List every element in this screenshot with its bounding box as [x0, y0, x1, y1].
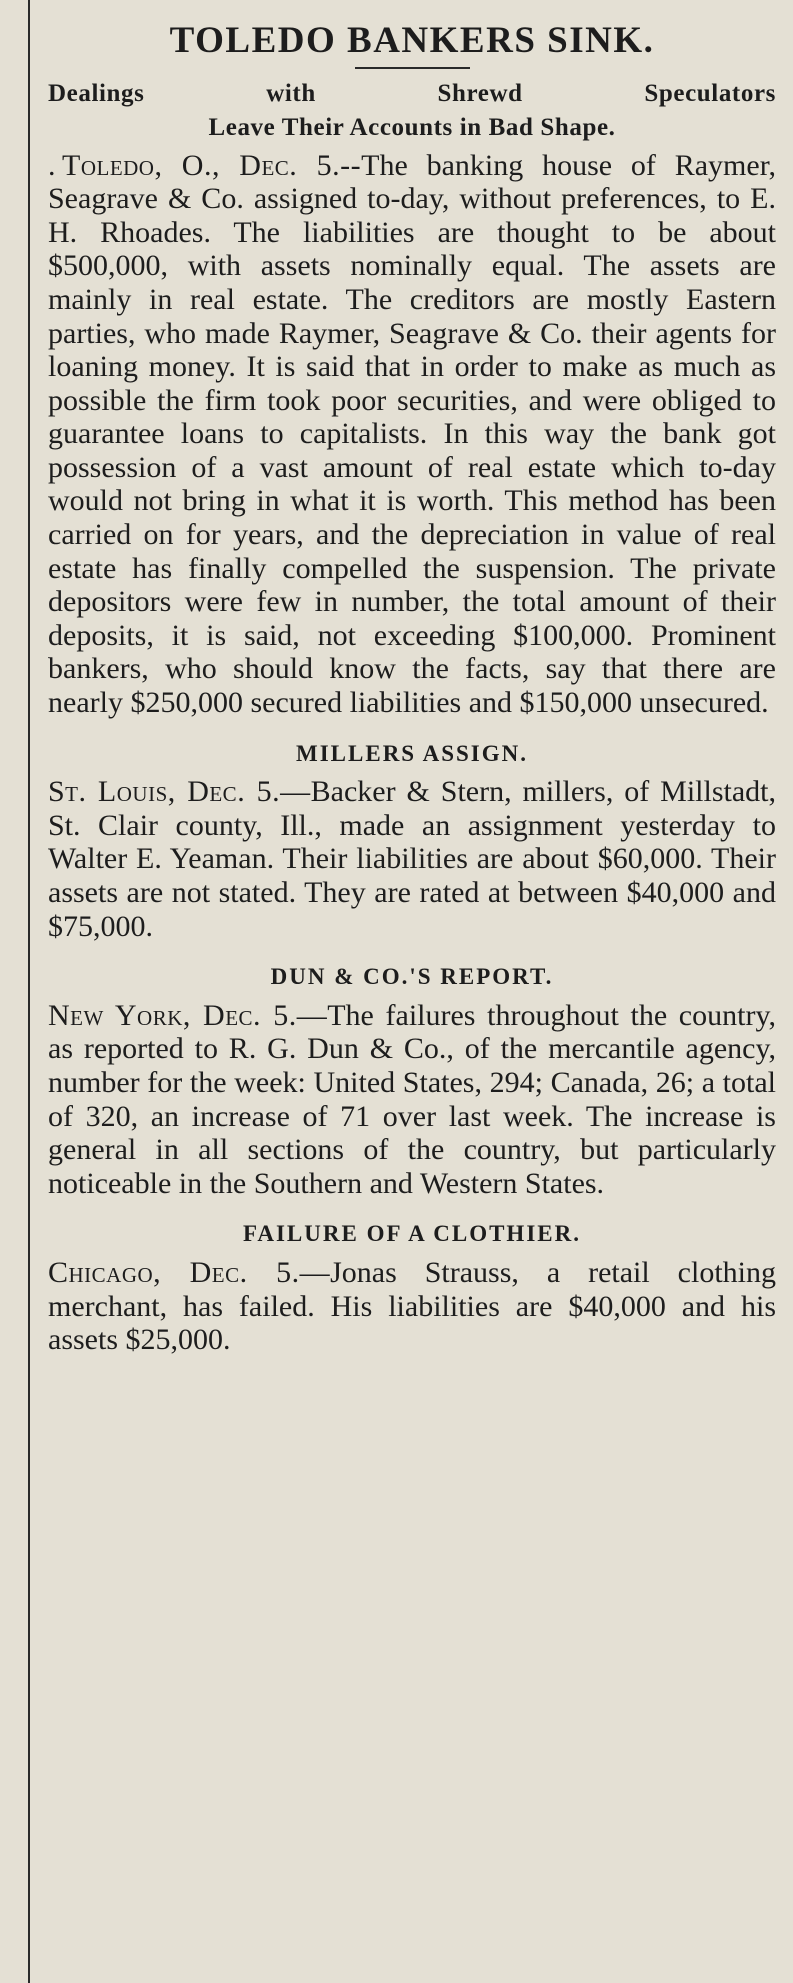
- body-millers: Backer & Stern, millers, of Millstadt, St. Clair county, Ill., made an assignment yesterday to Walter E. Yeaman. Their liabilities are about $60,000. Their assets are not stated. They are rated at between $40,000 and $75,000.: [48, 775, 777, 943]
- subhead-dun-report: DUN & CO.'S REPORT.: [270, 964, 554, 990]
- body-clothier: Jonas Strauss, a retail clothing merchant, has failed. His liabilities are $40,000 and his assets $25,000.: [48, 1255, 776, 1357]
- dateline-chicago: Chicago, Dec. 5.—: [48, 1255, 331, 1289]
- article-paragraph: [48, 149, 776, 720]
- dateline-toledo: Toledo, O., Dec. 5.--: [62, 148, 362, 182]
- body-dun-report: The failures throughout the country, as reported to R. G. Dun & Co., of the mercantile agency, number for the week: United States, 294; Canada, 26; a total of 320, an increase of 71 over last week. The increase is general in all sections of the country, but particularly noticeable in the Southern and Western States.: [48, 998, 776, 1200]
- paragraph-clothier: [48, 1256, 776, 1357]
- headline: TOLEDO BANKERS SINK.: [169, 20, 655, 61]
- deck-line-1: Dealings with Shrewd Speculators: [48, 79, 776, 107]
- lead-mark: .: [48, 148, 56, 182]
- paragraph-millers: [48, 775, 776, 943]
- paragraph-dun-report: [48, 999, 776, 1201]
- news-column: [28, 0, 776, 1983]
- deck: [48, 77, 776, 145]
- subhead-millers: MILLERS ASSIGN.: [296, 740, 528, 766]
- article-body: The banking house of Raymer, Seagrave & Co. assigned to-day, without preferences, to E. H. Rhoades. The liabilities are thought to be about $500,000, with assets nominally equal. The assets are mainly in real estate. The creditors are mostly Eastern parties, who made Raymer, Seagrave & Co. their agents for loaning money. It is said that in order to make as much as possible the firm took poor securities, and were obliged to guarantee loans to capitalists. In this way the bank got possession of a vast amount of real estate which to-day would not bring in what it is worth. This method has been carried on for years, and the depreciation in value of real estate has finally compelled the suspension. The private depositors were few in number, the total amount of their deposits, it is said, not exceeding $100,000. Prominent bankers, who should know the facts, say that there are nearly $250,000 secured liabilities and $150,000 unsecured.: [48, 148, 776, 720]
- deck-line-2: Leave Their Accounts in Bad Shape.: [208, 113, 616, 141]
- subhead-clothier: FAILURE OF A CLOTHIER.: [243, 1221, 581, 1247]
- headline-rule: [355, 67, 470, 69]
- dateline-new-york: New York, Dec. 5.—: [48, 998, 328, 1032]
- dateline-st-louis: St. Louis, Dec. 5.—: [48, 775, 311, 809]
